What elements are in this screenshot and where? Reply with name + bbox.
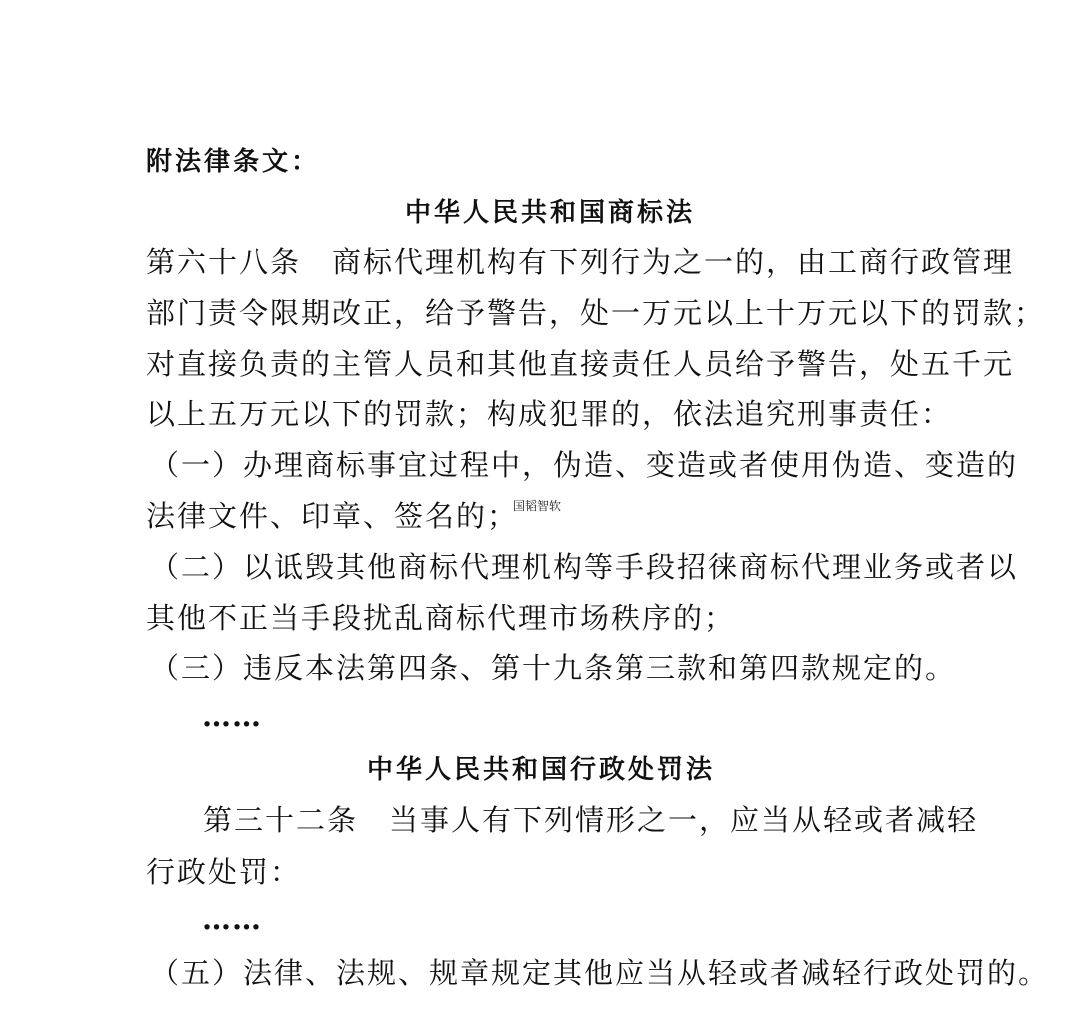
- law1-line: 部门责令限期改正，给予警告，处一万元以上十万元以下的罚款；: [146, 296, 1046, 330]
- watermark-text: 国韬智软: [513, 499, 562, 513]
- law2-ellipsis: ……: [202, 902, 262, 936]
- law1-line: （三）违反本法第四条、第十九条第三款和第四款规定的。: [150, 651, 957, 685]
- appendix-heading: 附法律条文：: [146, 147, 321, 177]
- law1-line: （一）办理商标事宜过程中，伪造、变造或者使用伪造、变造的: [150, 448, 1019, 482]
- law1-ellipsis: ……: [202, 699, 262, 733]
- trademark-law-title: 中华人民共和国商标法: [405, 198, 696, 228]
- law1-line: 对直接负责的主管人员和其他直接责任人员给予警告，处五千元: [146, 347, 1015, 381]
- law1-line: 法律文件、印章、签名的；: [146, 499, 519, 533]
- law2-last-line: （五）法律、法规、规章规定其他应当从轻或者减轻行政处罚的。: [150, 956, 1050, 990]
- law1-line: （二）以诋毁其他商标代理机构等手段招徕商标代理业务或者以: [150, 550, 1019, 584]
- law2-line: 行政处罚：: [146, 855, 302, 889]
- administrative-penalty-law-title: 中华人民共和国行政处罚法: [367, 755, 716, 785]
- law1-line: 第六十八条 商标代理机构有下列行为之一的，由工商行政管理: [146, 245, 1015, 279]
- law1-line: 其他不正当手段扰乱商标代理市场秩序的；: [146, 601, 736, 635]
- law1-line: 以上五万元以下的罚款；构成犯罪的，依法追究刑事责任：: [146, 397, 953, 431]
- law2-line: 第三十二条 当事人有下列情形之一，应当从轻或者减轻: [203, 803, 979, 837]
